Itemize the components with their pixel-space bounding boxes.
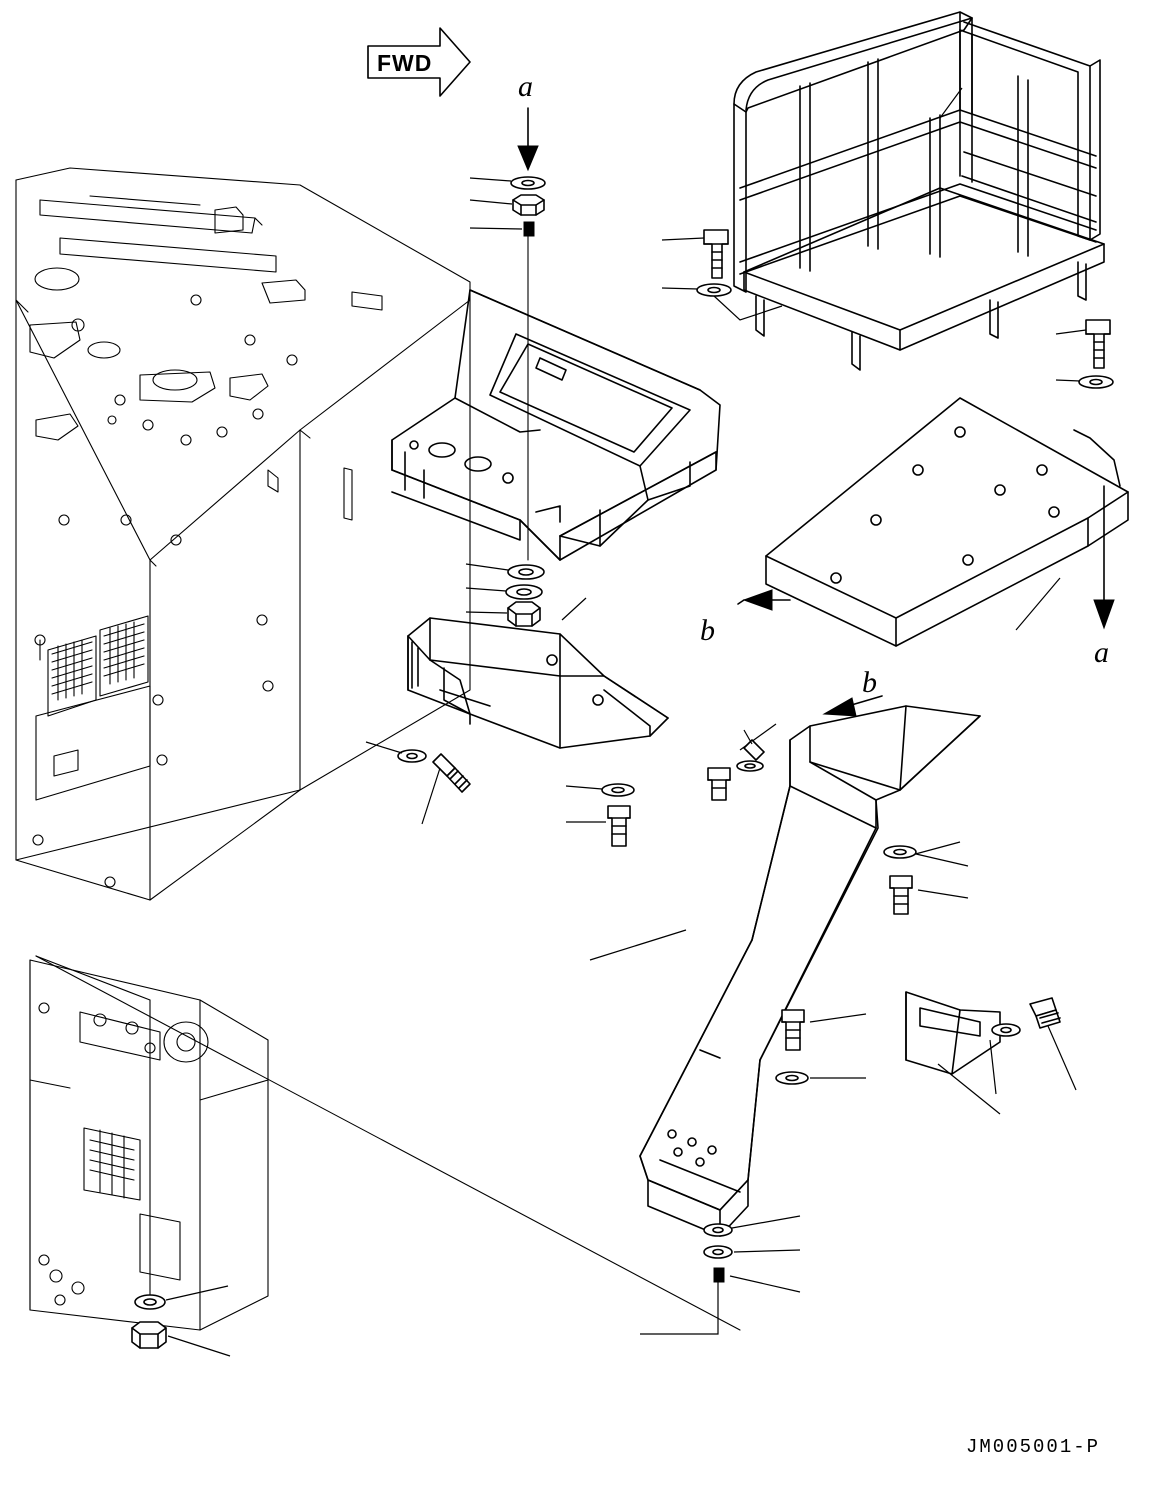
fastener-step-left: [366, 742, 470, 824]
washer-handrail-left: [697, 284, 731, 296]
platform-base: [392, 290, 720, 560]
bracket-step-upper: [408, 618, 668, 748]
fastener-step-bottom: [566, 784, 634, 846]
deck-plate: [766, 398, 1128, 646]
washer-step-upper: [602, 784, 634, 796]
section-b-left-label: b: [700, 614, 715, 647]
section-a-bottom: [1094, 486, 1114, 669]
fwd-arrow-marker: [368, 28, 470, 96]
washer-ladder-foot: [704, 1224, 732, 1236]
washer-ladder-right: [884, 846, 916, 858]
nut-mid-left: [508, 602, 540, 626]
section-b-right-label: b: [862, 666, 877, 699]
pin-top: [524, 222, 534, 236]
fwd-label: FWD: [377, 50, 433, 76]
bolt-handrail-left: [704, 230, 728, 278]
nut-frame-lower: [132, 1322, 166, 1348]
washer-top: [511, 177, 545, 189]
washer-deck-right: [1079, 376, 1113, 388]
section-b-left: [700, 590, 790, 647]
washer-plate-lower: [776, 1072, 808, 1084]
section-line: [36, 956, 740, 1330]
ladder-assembly: [640, 706, 980, 1236]
washer-mid-left: [508, 565, 544, 579]
washer-frame-lower: [135, 1295, 165, 1309]
fastener-cover: [990, 998, 1076, 1094]
section-a-bottom-label: a: [1094, 636, 1109, 669]
bolt-step-upper: [608, 806, 630, 846]
bolt-ladder-upper: [708, 768, 730, 800]
washer-mid-left-2: [506, 585, 542, 599]
bolt-plate-lower: [782, 1010, 804, 1050]
nut-top: [513, 195, 544, 215]
nut-ladder-foot: [704, 1246, 732, 1258]
section-b-right: [824, 666, 882, 716]
pin-ladder-foot: [714, 1268, 724, 1282]
drawing-number: JM005001-P: [966, 1436, 1101, 1458]
cover-plate: [906, 992, 1000, 1074]
washer-ladder-upper: [737, 740, 764, 771]
bolt-deck-right: [1086, 320, 1110, 368]
section-a-top-label: a: [518, 70, 533, 103]
fastener-ladder-right: [884, 846, 968, 914]
handrail-assembly: [734, 12, 1104, 370]
bolt-cover: [1030, 998, 1060, 1028]
washer-cover: [992, 1024, 1020, 1036]
fastener-stack-top: [470, 70, 545, 236]
fastener-frame-lower: [132, 1286, 230, 1356]
fastener-ladder-foot: [640, 1216, 800, 1334]
bolt-ladder-right: [890, 876, 912, 914]
fastener-ladder-lowermid: [776, 1010, 866, 1084]
machine-frame: [16, 168, 470, 900]
fastener-ladder-upper: [708, 730, 764, 800]
washer-step-left: [398, 750, 426, 762]
fastener-deck-right: [1056, 320, 1113, 388]
